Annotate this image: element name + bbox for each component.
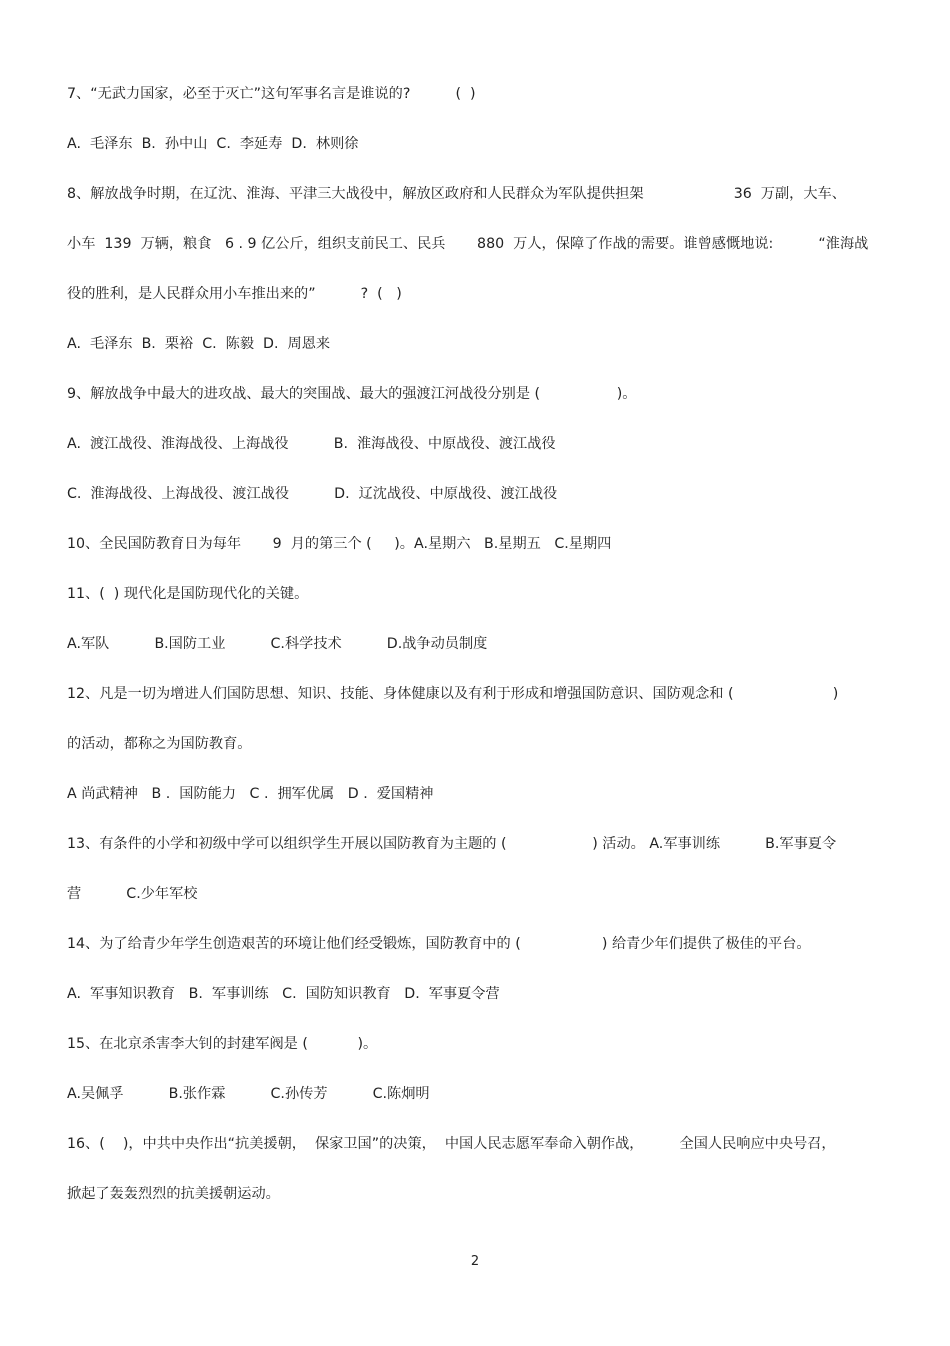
question-7-options: A. 毛泽东 B. 孙中山 C. 李延寿 D. 林则徐 (67, 136, 359, 152)
question-14-stem: 14、为了给青少年学生创造艰苦的环境让他们经受锻炼，国防教育中的 ( ) 给青少年们提供了极佳的平台。 (67, 936, 811, 952)
page-number: 2 (470, 1254, 480, 1269)
question-16-stem-line-1: 16、( )，中共中央作出“抗美援朝， 保家卫国”的决策， 中国人民志愿军奉命入朝作战， 全国人民响应中央号召， (67, 1136, 836, 1152)
question-16-stem-line-2: 掀起了轰轰烈烈的抗美援朝运动。 (67, 1186, 280, 1202)
question-8-options: A. 毛泽东 B. 栗裕 C. 陈毅 D. 周恩来 (67, 336, 331, 352)
question-13-line-2: 营 C.少年军校 (67, 886, 198, 902)
question-9-options-ab: A. 渡江战役、淮海战役、上海战役 B. 淮海战役、中原战役、渡江战役 (67, 436, 556, 452)
question-14-options: A. 军事知识教育 B. 军事训练 C. 国防知识教育 D. 军事夏令营 (67, 986, 500, 1002)
question-13-line-1: 13、有条件的小学和初级中学可以组织学生开展以国防教育为主题的 ( ) 活动。 A.军事训练 B.军事夏令 (67, 836, 837, 852)
question-9-options-cd: C. 淮海战役、上海战役、渡江战役 D. 辽沈战役、中原战役、渡江战役 (67, 486, 558, 502)
question-15-stem: 15、在北京杀害李大钊的封建军阀是 ( )。 (67, 1036, 378, 1052)
question-11-options: A.军队 B.国防工业 C.科学技术 D.战争动员制度 (67, 636, 488, 652)
question-8-stem-line-2: 小车 139 万辆，粮食 6 . 9 亿公斤，组织支前民工、民兵 880 万人，保障了作战的需要。谁曾感慨地说: “淮海战 (67, 236, 869, 252)
question-15-options: A.吴佩孚 B.张作霖 C.孙传芳 C.陈炯明 (67, 1086, 430, 1102)
question-8-stem-line-1: 8、解放战争时期，在辽沈、淮海、平津三大战役中，解放区政府和人民群众为军队提供担架 36 万副，大车、 (67, 186, 846, 202)
question-11-stem: 11、( ) 现代化是国防现代化的关键。 (67, 586, 309, 602)
question-8-stem-line-3: 役的胜利，是人民群众用小车推出来的” ? ( ) (67, 286, 402, 302)
question-10: 10、全民国防教育日为每年 9 月的第三个 ( )。A.星期六 B.星期五 C.星期四 (67, 536, 612, 552)
question-12-stem-line-2: 的活动，都称之为国防教育。 (67, 736, 252, 752)
question-12-options: A 尚武精神 B . 国防能力 C . 拥军优属 D . 爱国精神 (67, 786, 434, 802)
question-12-stem-line-1: 12、凡是一切为增进人们国防思想、知识、技能、身体健康以及有利于形成和增强国防意识、国防观念和 ( ) (67, 686, 839, 702)
question-7-stem: 7、“无武力国家，必至于灭亡”这句军事名言是谁说的? ( ) (67, 86, 476, 102)
question-9-stem: 9、解放战争中最大的进攻战、最大的突围战、最大的强渡江河战役分别是 ( )。 (67, 386, 637, 402)
